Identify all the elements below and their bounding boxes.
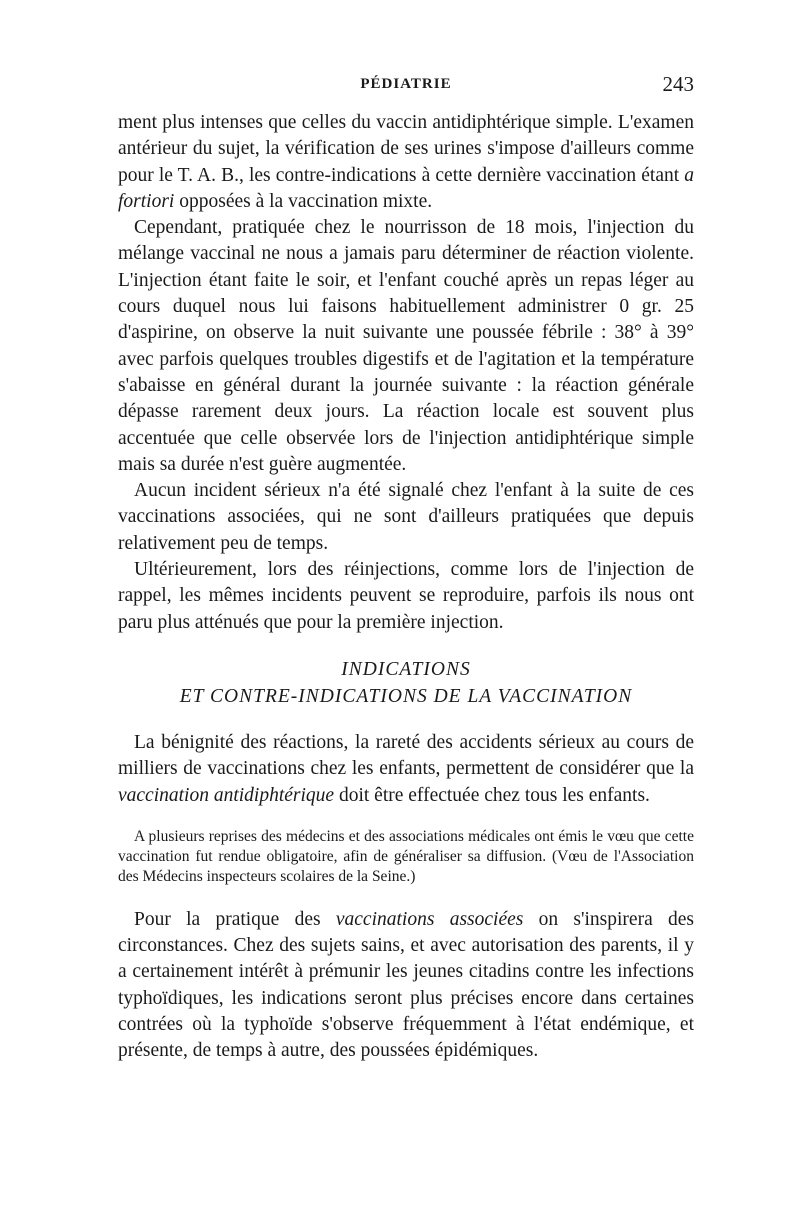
final-paragraph-tail: on s'inspirera des circonstances. Chez des sujets sains, et avec autorisation des parents, il y a certainement intérêt à prémunir les jeunes citadins contre les infections typhoïdiques, les indications seront plus précises encore dans certaines contrées où la typhoïde s'observe fréquemment à l'état endémique, et présente, de temps à autre, des poussées épidémiques. — [118, 908, 694, 1062]
page-number: 243 — [662, 72, 694, 96]
section-heading-line-2: ET CONTRE-INDICATIONS DE LA VACCINATION — [179, 685, 633, 707]
final-paragraph-italic: vaccinations associées — [335, 908, 524, 930]
section-heading — [118, 656, 694, 710]
final-paragraph — [118, 907, 694, 1065]
section-paragraph-text: La bénignité des réactions, la rareté des accidents sérieux au cours de milliers de vaccinations chez les enfants, permettent de considérer que la — [118, 731, 694, 780]
paragraph: Cependant, pratiquée chez le nourrisson de 18 mois, l'injection du mélange vaccinal ne nous a jamais paru déterminer de réaction violente. L'injection étant faite le soir, et l'enfant couché après un repas léger au cours duquel nous lui faisons habituellement administrer 0 gr. 25 d'aspirine, on observe la nuit suivante une poussée fébrile : 38° à 39° avec parfois quelques troubles digestifs et de l'agitation et la température s'abaisse en général durant la journée suivante : la réaction générale dépasse rarement deux jours. La réaction locale est souvent plus accentuée que celle observée lors de l'injection antidiphtérique simple mais sa durée n'est guère augmentée. — [118, 217, 694, 475]
paragraph-1-italic: a fortiori — [118, 164, 694, 212]
paragraph: Aucun incident sérieux n'a été signalé chez l'enfant à la suite de ces vaccinations associées, qui ne sont d'ailleurs pratiquées que depuis relativement peu de temps. — [118, 480, 694, 554]
section-paragraph-italic: vaccination antidiphtérique — [118, 784, 335, 806]
paragraph-1-tail: opposées à la vaccination mixte. — [174, 190, 433, 212]
paragraph-1-text: ment plus intenses que celles du vaccin antidiphtérique simple. L'examen antérieur du sujet, la vérification de ses urines s'impose d'ailleurs comme pour le T. A. B., les contre-indications à cette dernière vaccination étant — [118, 112, 694, 186]
final-paragraph-text: Pour la pratique des — [134, 908, 336, 930]
running-title: PÉDIATRIE — [360, 76, 452, 92]
section-paragraph — [118, 730, 694, 809]
running-header — [118, 72, 694, 100]
paragraph-continued — [118, 110, 694, 215]
paragraph: Ultérieurement, lors des réinjections, comme lors de l'injection de rappel, les mêmes incidents peuvent se reproduire, parfois ils nous ont paru plus atténués que pour la première injection. — [118, 559, 694, 633]
footnote: A plusieurs reprises des médecins et des associations médicales ont émis le vœu que cette vaccination fut rendue obligatoire, afin de généraliser sa diffusion. (Vœu de l'Association des Médecins inspecteurs scolaires de la Seine.) — [118, 827, 694, 885]
section-heading-line-1: INDICATIONS — [341, 658, 471, 680]
section-paragraph-tail: doit être effectuée chez tous les enfants. — [334, 784, 650, 806]
body-text — [118, 110, 694, 1065]
